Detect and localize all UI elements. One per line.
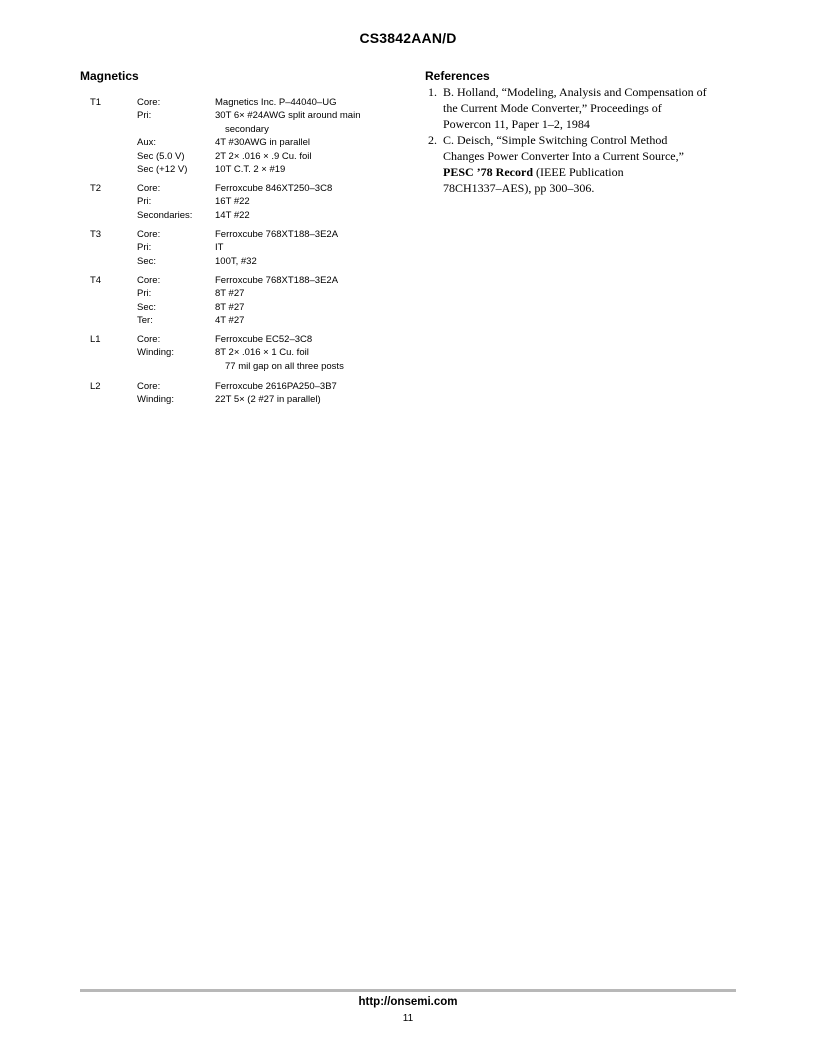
table-row xyxy=(80,209,400,222)
parameter-value: 14T #22 xyxy=(215,209,250,221)
table-row xyxy=(80,314,400,327)
magnetic-component-t3 xyxy=(80,228,400,268)
table-row xyxy=(80,228,400,241)
parameter-label: Core: xyxy=(137,381,161,392)
parameter-value: 30T 6× #24AWG split around main xyxy=(215,110,361,122)
component-id: T3 xyxy=(90,229,102,240)
reference-text-line: 78CH1337–AES), pp 300–306. xyxy=(443,181,595,195)
reference-number: 2. xyxy=(428,133,437,147)
parameter-value: 22T 5× (2 #27 in parallel) xyxy=(215,394,321,406)
table-row xyxy=(80,346,400,359)
parameter-label: Core: xyxy=(137,97,161,108)
table-row xyxy=(80,393,400,406)
footer-divider xyxy=(80,989,736,992)
table-row xyxy=(80,109,400,122)
parameter-label: Ter: xyxy=(137,315,153,327)
parameter-value: Magnetics Inc. P–44040–UG xyxy=(215,97,337,108)
references-list xyxy=(425,84,745,196)
reference-number: 1. xyxy=(428,85,437,99)
reference-text-line: B. Holland, “Modeling, Analysis and Compensation of xyxy=(443,85,707,99)
component-id: T1 xyxy=(90,97,102,108)
table-row xyxy=(80,241,400,254)
table-row xyxy=(80,182,400,195)
parameter-label: Pri: xyxy=(137,196,152,208)
parameter-label: Sec: xyxy=(137,255,157,267)
table-row xyxy=(80,380,400,393)
table-row xyxy=(80,195,400,208)
parameter-label: Sec (5.0 V) xyxy=(137,150,185,162)
parameter-value: 8T #27 xyxy=(215,301,245,313)
parameter-value: Ferroxcube 2616PA250–3B7 xyxy=(215,381,337,392)
table-row xyxy=(80,274,400,287)
reference-text-line: the Current Mode Converter,” Proceedings of xyxy=(443,101,662,115)
component-id: L1 xyxy=(90,334,101,345)
parameter-value: IT xyxy=(215,242,224,254)
reference-item xyxy=(425,84,745,132)
parameter-value: 16T #22 xyxy=(215,196,250,208)
page-number: 11 xyxy=(402,1013,414,1024)
parameter-value: 8T #27 xyxy=(215,288,245,300)
reference-text-line: Powercon 11, Paper 1–2, 1984 xyxy=(443,117,590,131)
reference-text-fragment: (IEEE Publication xyxy=(533,165,624,179)
parameter-label: Pri: xyxy=(137,110,152,122)
parameter-label: Winding: xyxy=(137,394,174,406)
table-row xyxy=(80,150,400,163)
magnetic-component-t4 xyxy=(80,274,400,328)
parameter-value: 4T #27 xyxy=(215,315,245,327)
parameter-value: Ferroxcube 846XT250–3C8 xyxy=(215,183,333,194)
parameter-value-continuation: 77 mil gap on all three posts xyxy=(225,360,344,372)
parameter-label: Core: xyxy=(137,229,161,240)
parameter-value: 8T 2× .016 × 1 Cu. foil xyxy=(215,347,309,359)
magnetic-component-t1 xyxy=(80,96,400,176)
component-id: L2 xyxy=(90,381,101,392)
parameter-label: Sec: xyxy=(137,301,157,313)
references-heading: References xyxy=(425,69,490,83)
table-row xyxy=(80,360,400,373)
table-row xyxy=(80,136,400,149)
parameter-value: 100T, #32 xyxy=(215,255,257,267)
parameter-label: Core: xyxy=(137,275,161,286)
magnetics-heading: Magnetics xyxy=(80,69,139,83)
parameter-label: Sec (+12 V) xyxy=(137,163,188,175)
parameter-value: 10T C.T. 2 × #19 xyxy=(215,163,286,175)
footer-website-link[interactable]: http://onsemi.com xyxy=(358,996,458,1008)
magnetic-component-l2 xyxy=(80,380,400,407)
parameter-label: Core: xyxy=(137,183,161,194)
parameter-value: Ferroxcube 768XT188–3E2A xyxy=(215,229,339,240)
table-row xyxy=(80,96,400,109)
table-row xyxy=(80,255,400,268)
parameter-value: Ferroxcube 768XT188–3E2A xyxy=(215,275,339,286)
parameter-value: Ferroxcube EC52–3C8 xyxy=(215,334,313,345)
parameter-label: Pri: xyxy=(137,288,152,300)
reference-text-line: Changes Power Converter Into a Current Source,” xyxy=(443,149,684,163)
table-row xyxy=(80,301,400,314)
table-row xyxy=(80,333,400,346)
publication-name: PESC ’78 Record xyxy=(443,165,533,179)
parameter-label: Secondaries: xyxy=(137,209,193,221)
component-id: T4 xyxy=(90,275,102,286)
magnetic-component-t2 xyxy=(80,182,400,222)
parameter-value: 4T #30AWG in parallel xyxy=(215,137,311,149)
document-title: CS3842AAN/D xyxy=(359,30,457,46)
table-row xyxy=(80,163,400,176)
reference-text-line xyxy=(443,164,745,180)
parameter-label: Aux: xyxy=(137,137,157,149)
parameter-value: 2T 2× .016 × .9 Cu. foil xyxy=(215,150,312,162)
parameter-label: Core: xyxy=(137,334,161,345)
component-id: T2 xyxy=(90,183,102,194)
reference-item xyxy=(425,132,745,196)
table-row xyxy=(80,287,400,300)
reference-text-line: C. Deisch, “Simple Switching Control Method xyxy=(443,133,668,147)
parameter-label: Winding: xyxy=(137,347,174,359)
magnetic-component-l1 xyxy=(80,333,400,373)
parameter-label: Pri: xyxy=(137,242,152,254)
table-row xyxy=(80,123,400,136)
parameter-value-continuation: secondary xyxy=(225,123,269,135)
